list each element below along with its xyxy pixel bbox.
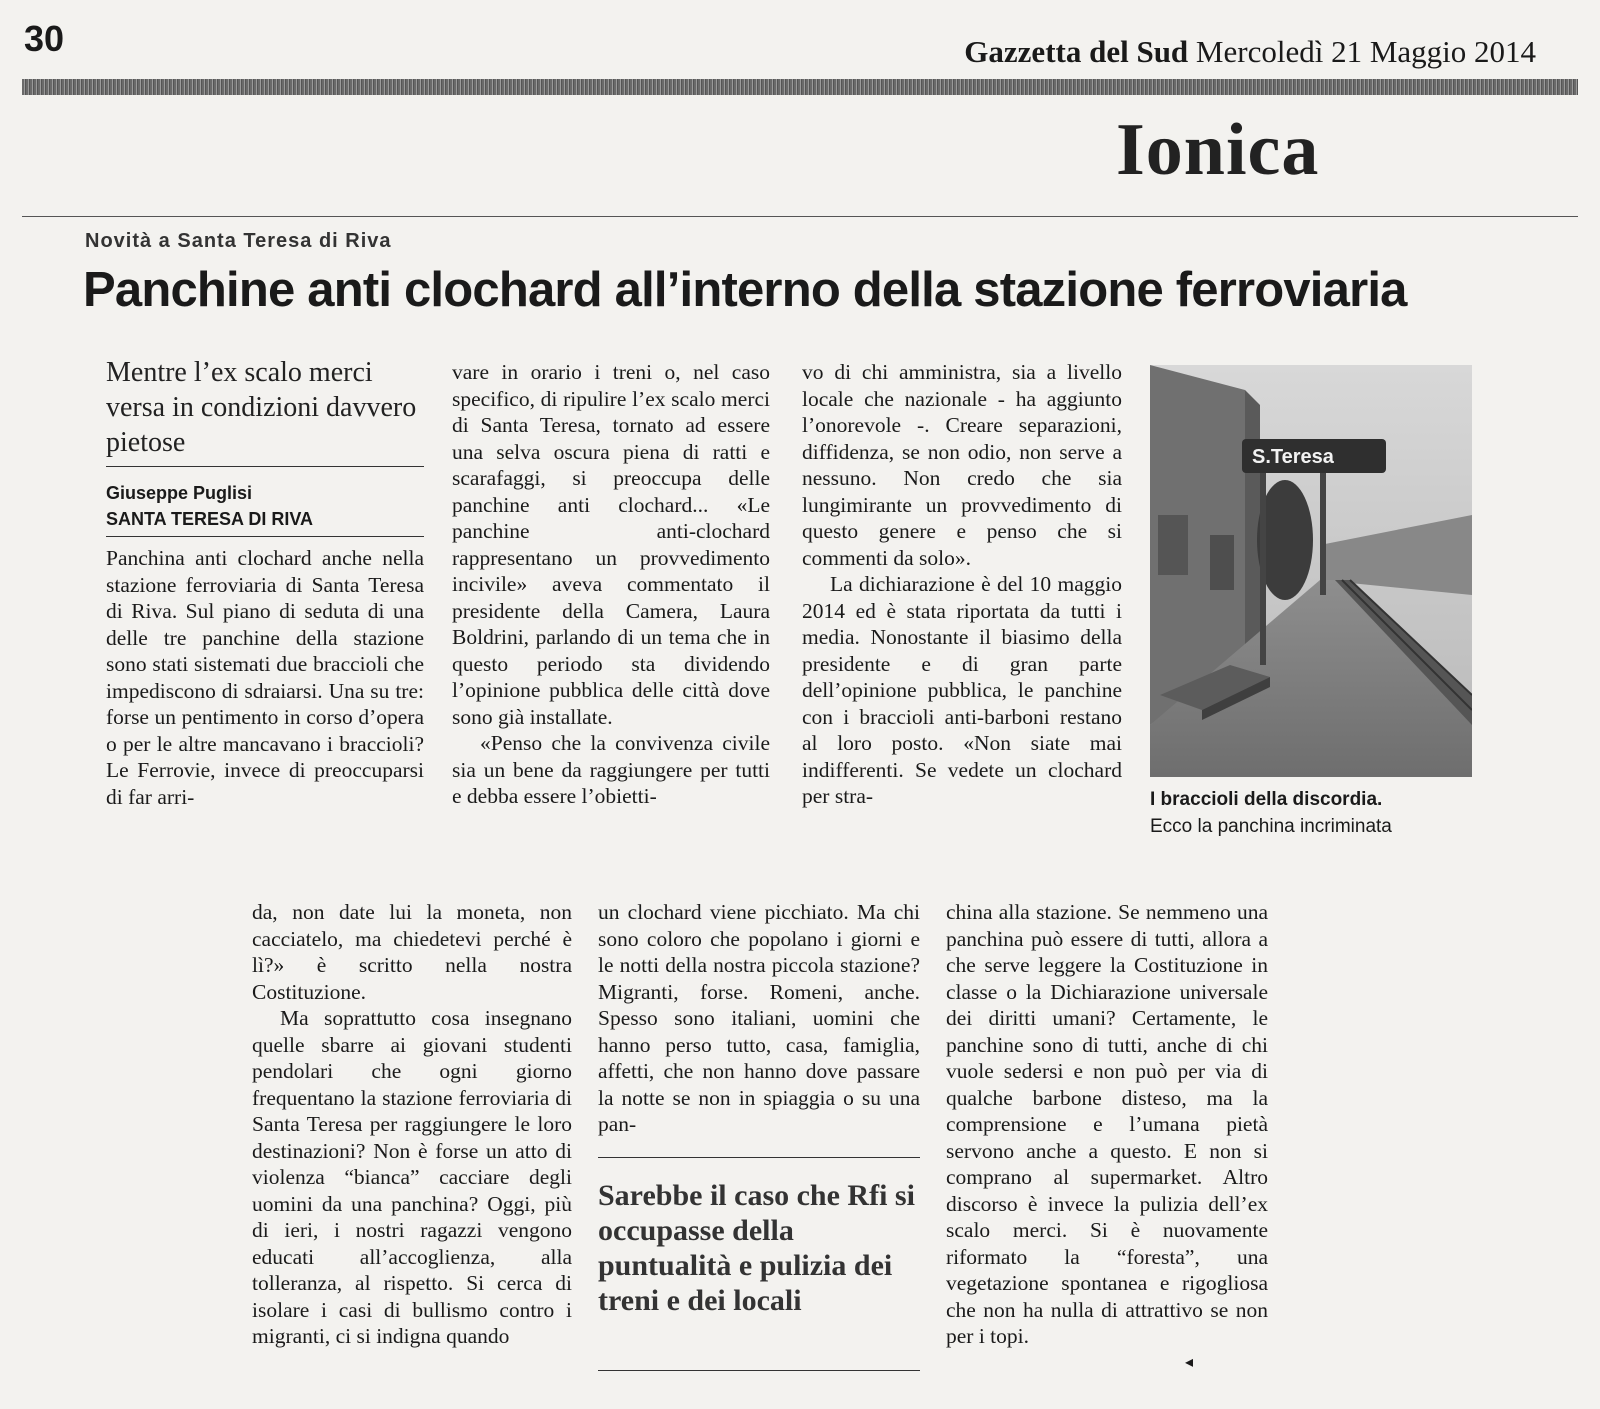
- article-column-3: [802, 359, 1122, 810]
- caption-text: Ecco la panchina incriminata: [1150, 816, 1392, 837]
- subhead-rule: [106, 466, 424, 467]
- paragraph: da, non date lui la moneta, non cacciatelo, ma chiedetevi perché è lì?» è scritto nella nostra Costituzione.: [252, 900, 572, 1004]
- pullquote-rule: [598, 1157, 920, 1158]
- top-rule: [22, 79, 1578, 95]
- paragraph: Ma soprattutto cosa insegnano quelle sbarre ai giovani studenti pendolari che ogni giorno frequentano la stazione ferroviaria di Santa Teresa per raggiungere le loro destinazioni? Non è forse un atto di violenza “bianca” cacciare degli uomini da una panchina? Oggi, più di ieri, i nostri ragazzi vengono educati all’accoglienza, alla tolleranza, al rispetto. Si cerca di isolare i casi di bullismo contro i migranti, ci si indigna quando: [252, 1006, 572, 1348]
- pullquote-bottom-rule: [598, 1370, 920, 1371]
- article-column-2: [452, 359, 770, 810]
- article-kicker: Novità a Santa Teresa di Riva: [85, 230, 392, 252]
- paragraph: La dichiarazione è del 10 maggio 2014 ed è stata riportata da tutti i media. Nonostante il biasimo della presidente e di gran parte dell’opinione pubblica, le panchine con i braccioli anti-barboni restano al loro posto. «Non siate mai indifferenti. Se vedete un clochard per stra-: [802, 572, 1122, 808]
- paragraph: Panchina anti clochard anche nella stazione ferroviaria di Santa Teresa di Riva. Sul piano di seduta di una delle tre panchine della stazione sono stati sistemati due braccioli che impediscono di sdraiarsi. Una su tre: forse un pentimento in corso d’opera o per le altre mancavano i braccioli? Le Ferrovie, invece di preoccuparsi di far arri-: [106, 546, 424, 809]
- pullquote: Sarebbe il caso che Rfi si occupasse della puntualità e pulizia dei treni e dei locali: [598, 1179, 915, 1317]
- author-name: Giuseppe Puglisi: [106, 483, 253, 503]
- section-divider: [22, 216, 1578, 217]
- masthead: [964, 34, 1536, 70]
- station-platform-image: [1150, 365, 1472, 777]
- byline: [106, 480, 313, 532]
- paragraph: vare in orario i treni o, nel caso specifico, di ripulire l’ex scalo merci di Santa Teresa, tornato ad essere una selva oscura piena di ratti e scarafaggi, si preoccupa delle panchine anti clochard... «Le panchine anti-clochard rappresentano un provvedimento incivile» aveva commentato il presidente della Camera, Laura Boldrini, parlando di un tema che in questo periodo sta dividendo l’opinione pubblica delle città dove sono già installate.: [452, 360, 770, 729]
- caption-title: I braccioli della discordia.: [1150, 789, 1383, 810]
- article-subhead: Mentre l’ex scalo merci versa in condizioni davvero pietose: [106, 357, 417, 458]
- station-photo: [1150, 365, 1472, 777]
- article-column-6: [946, 899, 1268, 1350]
- photo-caption: [1150, 786, 1392, 840]
- dateline: SANTA TERESA DI RIVA: [106, 509, 314, 529]
- paragraph: «Penso che la convivenza civile sia un bene da raggiungere per tutti e debba essere l’obietti-: [452, 731, 770, 808]
- article-column-4: [252, 899, 572, 1350]
- page-number: 30: [24, 18, 65, 59]
- paragraph: vo di chi amministra, sia a livello locale che nazionale - ha aggiunto l’onorevole -. Creare separazioni, diffidenza, se non odio, non serve a nessuno. Non credo che sia lungimirante un provvedimento di questo genere e penso che si commenti da solo».: [802, 360, 1122, 570]
- article-column-5: [598, 899, 920, 1138]
- end-of-article-mark: ◂: [1185, 1354, 1194, 1371]
- issue-date: Mercoledì 21 Maggio 2014: [1195, 34, 1536, 69]
- paragraph: china alla stazione. Se nemmeno una panchina può essere di tutti, allora a che serve leggere la Costituzione in classe o la Dichiarazione universale dei diritti umani? Certamente, le panchine sono di tutti, anche di chi vuole sedersi e non può per via di qualche barbone disteso, ma la comprensione e l’umana pietà servono anche a questo. E non si comprano al supermarket. Altro discorso è invece la pulizia dell’ex scalo merci. Si è nuovamente riformato la “foresta”, una vegetazione spontanea e rigogliosa che non ha nulla di attrattivo se non per i topi.: [946, 900, 1268, 1348]
- article-column-1: [106, 545, 424, 810]
- byline-rule: [106, 536, 424, 537]
- paper-name: Gazzetta del Sud: [964, 34, 1189, 69]
- station-sign-text: S.Teresa: [1252, 446, 1334, 468]
- section-title: Ionica: [1116, 109, 1320, 191]
- paragraph: un clochard viene picchiato. Ma chi sono coloro che popolano i giorni e le notti della nostra piccola stazione? Migranti, forse. Romeni, anche. Spesso sono italiani, uomini che hanno perso tutto, casa, famiglia, affetti, che non hanno dove passare la notte se non in spiaggia o su una pan-: [598, 900, 920, 1136]
- article-headline: Panchine anti clochard all’interno della stazione ferroviaria: [83, 263, 1407, 317]
